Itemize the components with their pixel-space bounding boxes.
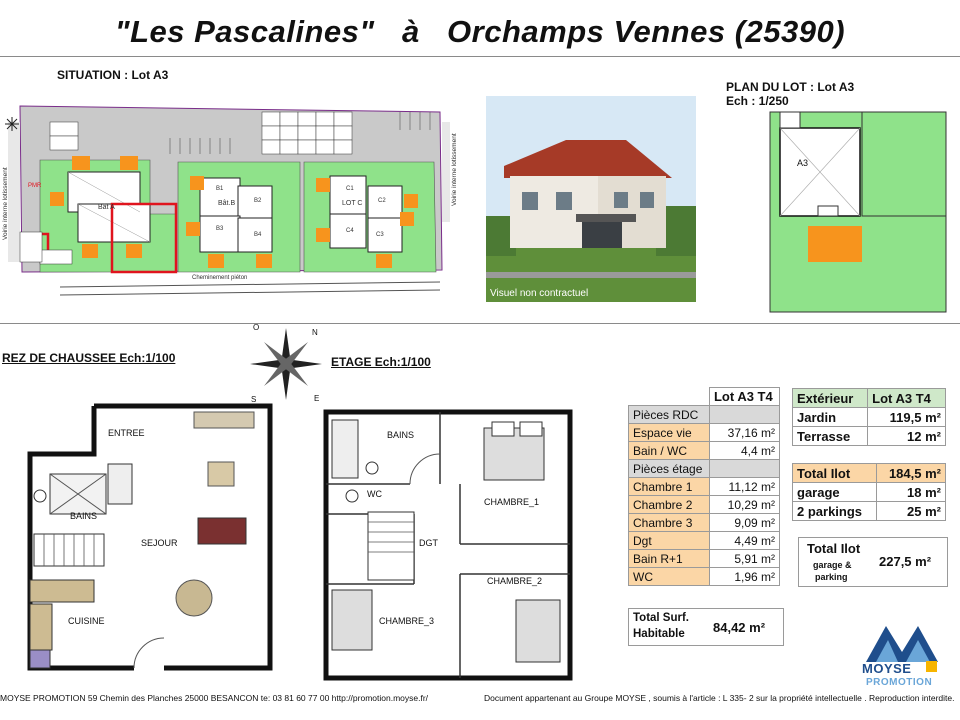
logo-sub: PROMOTION [866, 677, 933, 688]
surface-value: 10,29 m² [709, 496, 779, 514]
room-bains-rdc: BAINS [70, 511, 98, 521]
exterior-header-left: Extérieur [793, 389, 868, 408]
situation-site-plan [0, 82, 450, 302]
ilot-value: 184,5 m² [876, 464, 945, 483]
surface-label: Chambre 3 [629, 514, 710, 532]
footer-legal: Document appartenant au Groupe MOYSE , soumis à l'article : L 335- 2 sur la propriété intellectuelle . Reproduction interdite. [484, 693, 955, 703]
surface-label: Pièces RDC [629, 406, 710, 424]
surface-value [709, 406, 779, 424]
surface-value: 11,12 m² [709, 478, 779, 496]
upper-floor-heading: ETAGE Ech:1/100 [331, 355, 431, 369]
lot-b1-label: B1 [216, 186, 224, 192]
table-row [793, 483, 946, 502]
compass-o: O [253, 323, 260, 332]
surface-label: Pièces étage [629, 460, 710, 478]
room-bains-etage: BAINS [387, 430, 415, 440]
surface-label: Dgt [629, 532, 710, 550]
room-entree: ENTREE [108, 428, 145, 438]
room-chambre-3: CHAMBRE_3 [379, 616, 435, 626]
room-cuisine: CUISINE [68, 616, 105, 626]
page-title: "Les Pascalines" à Orchamps Vennes (25390) [114, 14, 846, 49]
room-wc: WC [367, 489, 382, 499]
surface-value: 1,96 m² [709, 568, 779, 586]
plan-lot-scale: Ech : 1/250 [726, 94, 789, 108]
lot-b3-label: B3 [216, 226, 224, 232]
road-label-left: Voirie interne lotissement [2, 167, 9, 240]
surface-label: Chambre 1 [629, 478, 710, 496]
surface-value [709, 460, 779, 478]
lot-c4-label: C4 [346, 228, 354, 234]
total-surface-label-1: Total Surf. [633, 612, 690, 624]
house-rendering-illustration [486, 96, 696, 302]
lot-c1-label: C1 [346, 186, 354, 192]
total-ilot-garage-box [798, 537, 948, 587]
compass-s: S [251, 395, 257, 404]
exterior-value: 119,5 m² [868, 408, 946, 427]
surfaces-header: Lot A3 T4 [709, 388, 779, 406]
exterior-label: Terrasse [793, 427, 868, 446]
logo-square [926, 661, 937, 672]
ilot-row-label: garage [793, 483, 877, 502]
surface-value: 4,4 m² [709, 442, 779, 460]
exterior-table [792, 388, 946, 446]
building-a-label: Bât A [98, 204, 115, 211]
ground-floor-heading: REZ DE CHAUSSEE Ech:1/100 [2, 351, 176, 365]
table-row [629, 514, 780, 532]
lot-b2-label: B2 [254, 198, 262, 204]
ilot-row-label: 2 parkings [793, 502, 877, 521]
room-dgt: DGT [419, 538, 438, 548]
surface-value: 4,49 m² [709, 532, 779, 550]
table-row [629, 460, 780, 478]
total-surface-box [628, 608, 784, 646]
lot-c2-label: C2 [378, 198, 386, 204]
lot-a3-label: A3 [797, 158, 809, 168]
room-chambre-1: CHAMBRE_1 [484, 497, 540, 507]
total-ilot-value: 227,5 m² [879, 554, 932, 569]
surface-value: 9,09 m² [709, 514, 779, 532]
ilot-table [792, 463, 946, 521]
table-row [629, 442, 780, 460]
surface-value: 5,91 m² [709, 550, 779, 568]
room-sejour: SEJOUR [141, 538, 178, 548]
total-ilot-label-2: garage & [813, 560, 852, 570]
situation-heading: SITUATION : Lot A3 [57, 68, 169, 82]
title-divider [0, 56, 960, 57]
surface-value: 37,16 m² [709, 424, 779, 442]
building-c-label: LOT C [342, 200, 363, 207]
total-ilot-label-3: parking [815, 572, 848, 582]
house-rendering [486, 96, 696, 302]
table-row [629, 496, 780, 514]
room-chambre-2: CHAMBRE_2 [487, 576, 543, 586]
section-divider [0, 323, 960, 324]
photo-caption: Visuel non contractuel [490, 288, 589, 299]
ilot-row-value: 18 m² [876, 483, 945, 502]
table-row [629, 532, 780, 550]
footer-address: MOYSE PROMOTION 59 Chemin des Planches 25000 BESANCON te: 03 81 60 77 00 http://promotion.moyse.fr/ [0, 693, 429, 703]
total-ilot-label-1: Total Ilot [807, 541, 861, 556]
pmr-label: PMR [28, 183, 42, 189]
surfaces-table [628, 387, 780, 586]
total-surface-value: 84,42 m² [713, 620, 766, 635]
exterior-header-right: Lot A3 T4 [868, 389, 946, 408]
table-row [629, 406, 780, 424]
table-row [629, 568, 780, 586]
table-row [793, 502, 946, 521]
table-row [793, 427, 946, 446]
lot-c3-label: C3 [376, 232, 384, 238]
ilot-row-value: 25 m² [876, 502, 945, 521]
surface-label: Bain / WC [629, 442, 710, 460]
table-row [629, 424, 780, 442]
ilot-label: Total Ilot [793, 464, 877, 483]
surface-label: Bain R+1 [629, 550, 710, 568]
lot-plan-drawing [766, 108, 948, 314]
exterior-label: Jardin [793, 408, 868, 427]
surface-label: WC [629, 568, 710, 586]
surface-label: Espace vie [629, 424, 710, 442]
table-row [793, 408, 946, 427]
table-row [629, 478, 780, 496]
path-label: Cheminement piéton [192, 275, 248, 281]
upper-floor-plan [320, 404, 576, 686]
table-row [629, 550, 780, 568]
road-label-right: Voirie interne lotissement [451, 133, 458, 206]
exterior-value: 12 m² [868, 427, 946, 446]
total-surface-label-2: Habitable [633, 628, 685, 640]
plan-lot-heading: PLAN DU LOT : Lot A3 [726, 80, 855, 94]
logo-name: MOYSE [862, 661, 912, 676]
building-b-label: Bât.B [218, 200, 236, 207]
moyse-logo-mark [862, 618, 940, 664]
surface-label: Chambre 2 [629, 496, 710, 514]
compass-n: N [312, 328, 318, 337]
lot-b4-label: B4 [254, 232, 262, 238]
compass-e: E [314, 394, 320, 403]
